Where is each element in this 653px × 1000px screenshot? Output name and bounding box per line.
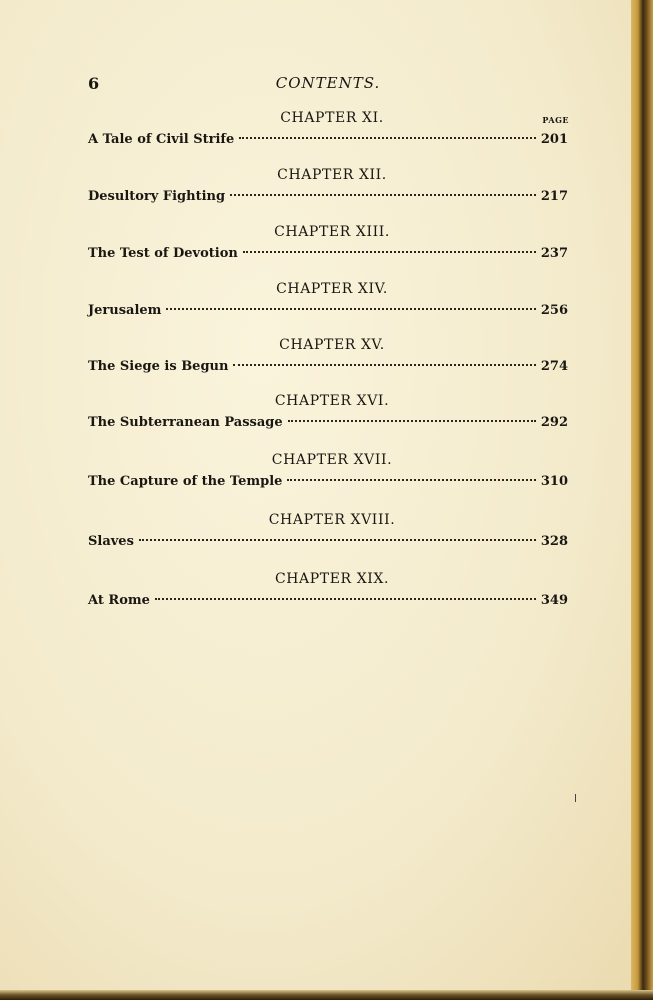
chapter-title: The Siege is Begun [88,359,229,374]
chapter-page-number: 328 [540,534,568,549]
toc-chapter [88,510,568,549]
chapter-title: Jerusalem [88,303,162,318]
chapter-heading: CHAPTER XIII. [274,224,390,240]
chapter-page-number: 274 [540,359,568,374]
toc-entry [88,359,568,374]
dot-leader [230,194,536,196]
chapter-title: The Test of Devotion [88,246,238,261]
chapter-heading: CHAPTER XII. [277,167,387,183]
chapter-heading: CHAPTER XVIII. [268,512,396,528]
book-spine-edge [631,0,653,1000]
toc-chapter [88,335,568,374]
dot-leader [139,539,536,541]
chapter-page-number: 349 [540,593,568,608]
chapter-title: A Tale of Civil Strife [88,132,235,147]
chapter-heading: CHAPTER XIX. [274,571,390,587]
stray-ink-mark [575,794,576,802]
toc-entry [88,303,568,318]
book-bottom-edge [0,990,653,1000]
page-header [88,74,568,96]
chapter-heading: CHAPTER XV. [279,337,385,353]
dot-leader [233,364,535,366]
toc-entry [88,534,568,549]
toc-entry [88,189,568,204]
chapter-page-number: 256 [540,303,568,318]
page-column-label: PAGE [542,115,569,125]
toc-chapter [88,450,568,489]
chapter-heading: CHAPTER XVI. [274,393,390,409]
chapter-title: At Rome [88,593,150,608]
chapter-title: The Subterranean Passage [88,415,283,430]
dot-leader [288,420,536,422]
running-title: CONTENTS. [275,74,381,92]
dot-leader [243,251,536,253]
toc-chapter [88,391,568,430]
chapter-title: The Capture of the Temple [88,474,283,489]
chapter-page-number: 237 [540,246,568,261]
page-number: 6 [88,74,100,93]
toc-chapter [88,569,568,608]
chapter-page-number: 310 [540,474,568,489]
toc-entry [88,246,568,261]
toc-entry [88,593,568,608]
chapter-page-number: 217 [540,189,568,204]
toc-entry [88,415,568,430]
chapter-heading: CHAPTER XIV. [276,281,388,297]
chapter-title: Desultory Fighting [88,189,226,204]
toc-entry [88,474,568,489]
dot-leader [287,479,535,481]
toc-chapter [88,279,568,318]
toc-entry [88,132,568,147]
dot-leader [239,137,536,139]
dot-leader [166,308,535,310]
toc-chapter [88,165,568,204]
chapter-title: Slaves [88,534,134,549]
chapter-heading: CHAPTER XVII. [271,452,393,468]
chapter-page-number: 201 [540,132,568,147]
chapter-heading: CHAPTER XI. [280,110,384,126]
toc-chapter [88,108,568,147]
dot-leader [155,598,536,600]
toc-chapter [88,222,568,261]
chapter-page-number: 292 [540,415,568,430]
